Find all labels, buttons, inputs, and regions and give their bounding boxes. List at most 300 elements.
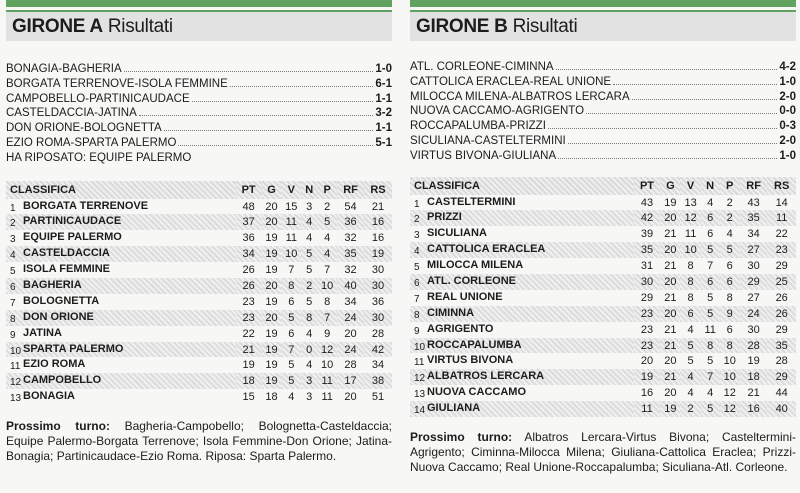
team-cell — [6, 246, 236, 262]
stat-p: 2 — [720, 210, 740, 226]
stat-p: 10 — [317, 278, 337, 294]
team-name: CIMINNA — [427, 306, 475, 319]
stat-v: 4 — [680, 369, 700, 385]
stat-p: 4 — [324, 232, 331, 245]
table-row — [410, 210, 796, 226]
stat-g: 20 — [660, 274, 680, 290]
stat-rf: 16 — [740, 401, 768, 417]
stat-rs: 19 — [364, 246, 392, 262]
result-row — [6, 106, 392, 121]
stat-n: 3 — [306, 391, 313, 404]
team-cell — [410, 274, 634, 290]
stat-n: 5 — [701, 242, 720, 258]
stat-v: 6 — [288, 295, 295, 308]
dotted-leader — [192, 101, 374, 102]
column-header-rs: RS — [364, 181, 392, 199]
table-row — [6, 230, 392, 246]
stat-g: 19 — [660, 401, 680, 417]
stat-p: 7 — [324, 264, 331, 277]
stat-n: 5 — [306, 295, 313, 308]
result-score: 0-3 — [779, 120, 796, 133]
stat-p: 8 — [720, 338, 740, 354]
stat-v: 15 — [285, 200, 298, 213]
column-header-classifica: CLASSIFICA — [410, 177, 634, 195]
stat-v: 12 — [680, 210, 700, 226]
result-score: 1-1 — [375, 122, 392, 135]
result-row — [6, 77, 392, 92]
stat-rf: 27 — [740, 242, 768, 258]
team-position: 11 — [414, 357, 425, 369]
column-header-classifica: CLASSIFICA — [6, 181, 236, 199]
result-match: BONAGIA-BAGHERIA — [6, 63, 122, 75]
girone-a-results — [6, 62, 392, 166]
team-position: 4 — [414, 246, 420, 258]
standings-header-row — [6, 181, 392, 199]
table-row — [410, 290, 796, 306]
girone-a-column — [6, 0, 392, 464]
team-name: ROCCAPALUMBA — [427, 338, 522, 351]
column-header-n: N — [701, 177, 720, 195]
column-header-p: P — [317, 181, 337, 199]
team-position: 12 — [414, 373, 426, 385]
stat-n: 8 — [301, 310, 317, 326]
team-name: VIRTUS BIVONA — [427, 354, 514, 367]
table-row — [410, 322, 796, 338]
table-row — [6, 278, 392, 294]
stat-p: 4 — [317, 246, 337, 262]
girone-b-title: GIRONE B — [416, 15, 508, 37]
team-name: CATTOLICA ERACLEA — [427, 243, 546, 256]
stat-g: 21 — [664, 228, 677, 241]
stat-p: 9 — [720, 306, 740, 322]
result-row — [410, 134, 796, 149]
stat-rf: 35 — [740, 210, 768, 226]
stat-rs: 34 — [371, 359, 385, 372]
girone-a-next-round — [6, 419, 392, 463]
team-name: CASTELTERMINI — [427, 195, 516, 208]
stat-n: 5 — [707, 355, 714, 368]
team-position: 3 — [10, 234, 16, 246]
stat-n: 7 — [701, 369, 720, 385]
stat-n: 8 — [701, 338, 720, 354]
girone-a-riposo: HA RIPOSATO: EQUIPE PALERMO — [6, 151, 192, 164]
girone-b-results — [410, 60, 796, 164]
stat-v: 7 — [281, 342, 301, 358]
result-row — [6, 92, 392, 107]
result-match: CAMPOBELLO-PARTINICAUDACE — [6, 92, 190, 105]
stat-rs: 29 — [767, 369, 796, 385]
stat-rs: 28 — [371, 327, 385, 340]
standings-header-row — [410, 177, 796, 195]
team-position: 6 — [414, 277, 420, 289]
stat-pt: 31 — [640, 260, 654, 273]
stat-n: 0 — [301, 342, 317, 358]
team-cell — [6, 278, 236, 294]
stat-n: 6 — [701, 210, 720, 226]
girone-b-header — [410, 10, 796, 41]
stat-p: 7 — [317, 310, 337, 326]
stat-rs: 42 — [364, 342, 392, 358]
stat-g: 20 — [664, 387, 677, 400]
stat-n: 5 — [701, 401, 720, 417]
team-name: NUOVA CACCAMO — [427, 386, 526, 399]
stat-pt: 42 — [634, 210, 661, 226]
team-name: EQUIPE PALERMO — [23, 231, 122, 244]
table-row — [410, 306, 796, 322]
team-cell — [6, 310, 236, 326]
column-header-v: V — [680, 177, 700, 195]
stat-v: 6 — [680, 306, 700, 322]
dotted-leader — [548, 128, 777, 129]
table-row — [410, 369, 796, 385]
stat-v: 2 — [680, 401, 700, 417]
table-row — [410, 274, 796, 290]
stat-p: 8 — [726, 291, 733, 304]
stat-rf: 19 — [747, 355, 760, 368]
column-header-rf: RF — [740, 177, 768, 195]
result-match: NUOVA CACCAMO-AGRIGENTO — [410, 105, 585, 118]
stat-rf: 34 — [747, 228, 760, 241]
stat-pt: 23 — [242, 295, 255, 308]
team-cell — [6, 294, 236, 310]
result-match: SICULIANA-CASTELTERMINI — [410, 134, 566, 147]
team-name: MILOCCA MILENA — [427, 259, 524, 272]
dotted-leader — [139, 115, 374, 116]
stat-g: 19 — [262, 373, 282, 389]
stat-p: 10 — [723, 355, 736, 368]
team-name: AGRIGENTO — [427, 322, 494, 335]
team-position: 1 — [10, 202, 16, 214]
stat-rf: 28 — [344, 359, 357, 372]
team-cell — [410, 226, 634, 242]
team-name: EZIO ROMA — [23, 358, 86, 371]
stat-pt: 23 — [236, 310, 262, 326]
team-name: CASTELDACCIA — [23, 247, 110, 260]
result-row — [410, 149, 796, 164]
stat-v: 5 — [687, 355, 694, 368]
stat-rf: 20 — [344, 391, 357, 404]
result-row — [6, 121, 392, 136]
result-score: 2-0 — [779, 90, 796, 103]
stat-rs: 26 — [767, 306, 796, 322]
team-cell — [6, 326, 236, 342]
stat-pt: 43 — [640, 196, 654, 209]
stat-v: 11 — [285, 232, 298, 245]
girone-a-subtitle: Risultati — [107, 15, 173, 37]
stat-p: 12 — [317, 342, 337, 358]
stat-rs: 36 — [371, 295, 385, 308]
stat-pt: 21 — [236, 342, 262, 358]
team-name: CAMPOBELLO — [23, 374, 102, 387]
next-round-label: Prossimo turno: — [410, 430, 513, 445]
stat-n: 3 — [306, 200, 313, 213]
stat-rf: 32 — [344, 264, 357, 277]
team-cell — [6, 230, 236, 246]
stat-g: 19 — [265, 264, 278, 277]
team-cell — [410, 353, 634, 369]
result-match: CASTELDACCIA-JATINA — [6, 107, 137, 120]
result-row — [6, 136, 392, 151]
table-row — [6, 246, 392, 262]
stat-pt: 11 — [634, 401, 661, 417]
stat-n: 4 — [306, 359, 313, 372]
team-cell — [6, 199, 236, 215]
team-cell — [410, 195, 634, 211]
stat-p: 5 — [720, 242, 740, 258]
stat-v: 5 — [281, 310, 301, 326]
stat-g: 19 — [265, 232, 278, 245]
dotted-leader — [558, 158, 777, 159]
result-row — [410, 60, 796, 75]
stat-p: 10 — [720, 369, 740, 385]
stat-n: 4 — [301, 214, 317, 230]
column-header-pt: PT — [236, 181, 262, 199]
stat-v: 5 — [288, 359, 295, 372]
result-score: 1-0 — [779, 75, 796, 88]
team-cell — [6, 342, 236, 358]
stat-g: 18 — [265, 391, 278, 404]
result-score: 2-0 — [779, 134, 796, 147]
dotted-leader — [568, 143, 778, 144]
stat-pt: 19 — [634, 369, 661, 385]
girone-b-column — [410, 0, 796, 474]
result-match: CATTOLICA ERACLEA-REAL UNIONE — [410, 75, 612, 88]
stat-v: 10 — [680, 242, 700, 258]
stat-g: 19 — [265, 295, 278, 308]
table-row — [6, 214, 392, 230]
team-name: ATL. CORLEONE — [427, 274, 517, 287]
stat-rs: 30 — [371, 264, 385, 277]
team-cell — [410, 369, 634, 385]
table-row — [6, 373, 392, 389]
team-name: SICULIANA — [427, 227, 487, 240]
stat-g: 21 — [664, 291, 677, 304]
stat-g: 19 — [265, 359, 278, 372]
team-cell — [410, 290, 634, 306]
next-round-label: Prossimo turno: — [6, 419, 110, 434]
result-score: 3-2 — [375, 107, 392, 120]
stat-rf: 17 — [337, 373, 364, 389]
stat-n: 4 — [306, 327, 313, 340]
team-name: BOLOGNETTA — [23, 294, 100, 307]
result-row — [6, 62, 392, 77]
stat-rs: 11 — [767, 210, 796, 226]
team-cell — [6, 389, 236, 405]
stat-p: 6 — [726, 260, 733, 273]
stat-rs: 35 — [767, 338, 796, 354]
stat-pt: 48 — [242, 200, 255, 213]
table-row — [410, 401, 796, 417]
stat-n: 3 — [301, 373, 317, 389]
team-cell — [6, 357, 236, 373]
stat-pt: 23 — [634, 338, 661, 354]
stat-pt: 20 — [640, 355, 654, 368]
stat-rs: 25 — [767, 274, 796, 290]
stat-g: 20 — [660, 242, 680, 258]
stat-g: 21 — [660, 338, 680, 354]
team-cell — [410, 242, 634, 258]
team-cell — [6, 262, 236, 278]
stat-pt: 18 — [236, 373, 262, 389]
column-header-pt: PT — [634, 177, 661, 195]
team-position: 8 — [10, 313, 16, 325]
stat-pt: 23 — [634, 306, 661, 322]
team-position: 5 — [10, 266, 16, 278]
stat-p: 2 — [726, 196, 733, 209]
stat-n: 6 — [707, 228, 714, 241]
stat-g: 20 — [664, 355, 677, 368]
dotted-leader — [230, 86, 374, 87]
table-row — [410, 338, 796, 354]
stat-rs: 22 — [775, 228, 788, 241]
stat-p: 12 — [720, 401, 740, 417]
result-match: MILOCCA MILENA-ALBATROS LERCARA — [410, 90, 630, 103]
team-name: PRIZZI — [427, 211, 462, 224]
column-header-v: V — [281, 181, 301, 199]
team-position: 9 — [414, 325, 420, 337]
team-position: 10 — [10, 345, 22, 357]
green-top-rule — [410, 0, 796, 7]
result-match: ROCCAPALUMBA-PRIZZI — [410, 120, 546, 133]
result-row — [410, 90, 796, 105]
stat-pt: 39 — [640, 228, 654, 241]
team-position: 1 — [414, 198, 420, 210]
team-name: BAGHERIA — [23, 278, 82, 291]
stat-pt: 34 — [236, 246, 262, 262]
team-position: 4 — [10, 250, 16, 262]
team-name: SPARTA PALERMO — [23, 342, 124, 355]
team-name: BORGATA TERRENOVE — [23, 199, 149, 212]
result-match: EZIO ROMA-SPARTA PALERMO — [6, 136, 177, 149]
result-match: ATL. CORLEONE-CIMINNA — [410, 61, 554, 73]
team-name: DON ORIONE — [23, 310, 94, 323]
girone-b-standings — [410, 177, 796, 417]
stat-rf: 28 — [740, 338, 768, 354]
stat-p: 11 — [317, 373, 337, 389]
dotted-leader — [164, 130, 374, 131]
stat-p: 10 — [321, 359, 334, 372]
table-row — [410, 242, 796, 258]
result-row — [410, 119, 796, 134]
girone-b-next-round — [410, 430, 796, 474]
team-position: 9 — [10, 329, 16, 341]
team-name: GIULIANA — [427, 402, 481, 415]
girone-b-subtitle: Risultati — [512, 15, 578, 37]
stat-p: 6 — [720, 274, 740, 290]
stat-rf: 54 — [344, 200, 357, 213]
result-row — [410, 75, 796, 90]
stat-v: 4 — [288, 391, 295, 404]
table-row — [6, 199, 392, 215]
team-position: 3 — [414, 230, 420, 242]
team-position: 12 — [10, 377, 22, 389]
stat-g: 21 — [664, 323, 677, 336]
stat-g: 20 — [262, 214, 282, 230]
column-header-n: N — [301, 181, 317, 199]
stat-rf: 20 — [344, 327, 357, 340]
stat-v: 8 — [687, 260, 694, 273]
stat-n: 4 — [707, 196, 714, 209]
stat-v: 4 — [687, 323, 694, 336]
stat-pt: 26 — [242, 264, 255, 277]
table-row — [6, 342, 392, 358]
next-round-text: Albatros Lercara-Virtus Bivona; Casteltermini-Agrigento; Ciminna-Milocca Milena; Giuliana-Cattolica Eraclea; Prizzi-Nuova Caccamo; Real Unione-Roccapalumba; Siculiana-Atl. Corleone. — [410, 430, 797, 474]
stat-g: 21 — [660, 369, 680, 385]
stat-v: 7 — [288, 264, 295, 277]
stat-g: 19 — [664, 196, 677, 209]
stat-rs: 21 — [371, 200, 385, 213]
next-round-text: Bagheria-Campobello; Bolognetta-Casteldaccia; Equipe Palermo-Borgata Terrenove; Isola Femmine-Don Orione; Jatina-Bonagia; Partinicaudace-Ezio Roma. Riposa: Sparta Palermo. — [6, 419, 393, 463]
stat-v: 8 — [680, 274, 700, 290]
stat-rf: 18 — [740, 369, 768, 385]
stat-rf: 30 — [747, 260, 760, 273]
stat-rs: 28 — [775, 355, 788, 368]
stat-n: 5 — [306, 264, 313, 277]
team-position: 2 — [10, 218, 16, 230]
stat-rf: 24 — [337, 342, 364, 358]
team-name: JATINA — [23, 326, 62, 339]
stat-v: 11 — [684, 228, 697, 241]
team-cell — [410, 401, 634, 417]
team-name: ISOLA FEMMINE — [23, 263, 110, 276]
stat-n: 2 — [301, 278, 317, 294]
stat-v: 4 — [687, 387, 694, 400]
table-row — [6, 310, 392, 326]
girone-a-title: GIRONE A — [12, 15, 103, 37]
table-row — [410, 385, 796, 401]
stat-pt: 29 — [640, 291, 654, 304]
result-score: 1-1 — [375, 92, 392, 105]
stat-p: 6 — [726, 323, 733, 336]
stat-p: 4 — [726, 228, 733, 241]
stat-rf: 21 — [747, 387, 760, 400]
dotted-leader — [178, 145, 373, 146]
team-position: 5 — [414, 262, 420, 274]
team-position: 6 — [10, 281, 16, 293]
team-cell — [410, 258, 634, 274]
green-top-rule — [6, 0, 392, 7]
stat-g: 20 — [265, 200, 278, 213]
stat-pt: 30 — [634, 274, 661, 290]
dotted-leader — [613, 84, 777, 85]
table-row — [410, 226, 796, 242]
stat-n: 5 — [301, 246, 317, 262]
stat-rf: 24 — [740, 306, 768, 322]
team-name: BONAGIA — [23, 390, 75, 403]
team-position: 7 — [10, 297, 16, 309]
result-row — [410, 104, 796, 119]
dotted-leader — [586, 113, 777, 114]
stat-pt: 23 — [640, 323, 654, 336]
team-position: 7 — [414, 293, 420, 305]
stat-pt: 15 — [242, 391, 255, 404]
stat-v: 5 — [281, 373, 301, 389]
column-header-p: P — [720, 177, 740, 195]
stat-rs: 44 — [775, 387, 788, 400]
result-score: 5-1 — [375, 136, 392, 149]
stat-g: 19 — [262, 246, 282, 262]
stat-g: 20 — [660, 306, 680, 322]
column-header-g: G — [660, 177, 680, 195]
stat-rf: 24 — [337, 310, 364, 326]
table-row — [6, 262, 392, 278]
stat-g: 19 — [265, 327, 278, 340]
table-row — [410, 353, 796, 369]
stat-v: 8 — [281, 278, 301, 294]
team-position: 2 — [414, 214, 420, 226]
stat-rs: 51 — [371, 391, 385, 404]
stat-rf: 29 — [740, 274, 768, 290]
